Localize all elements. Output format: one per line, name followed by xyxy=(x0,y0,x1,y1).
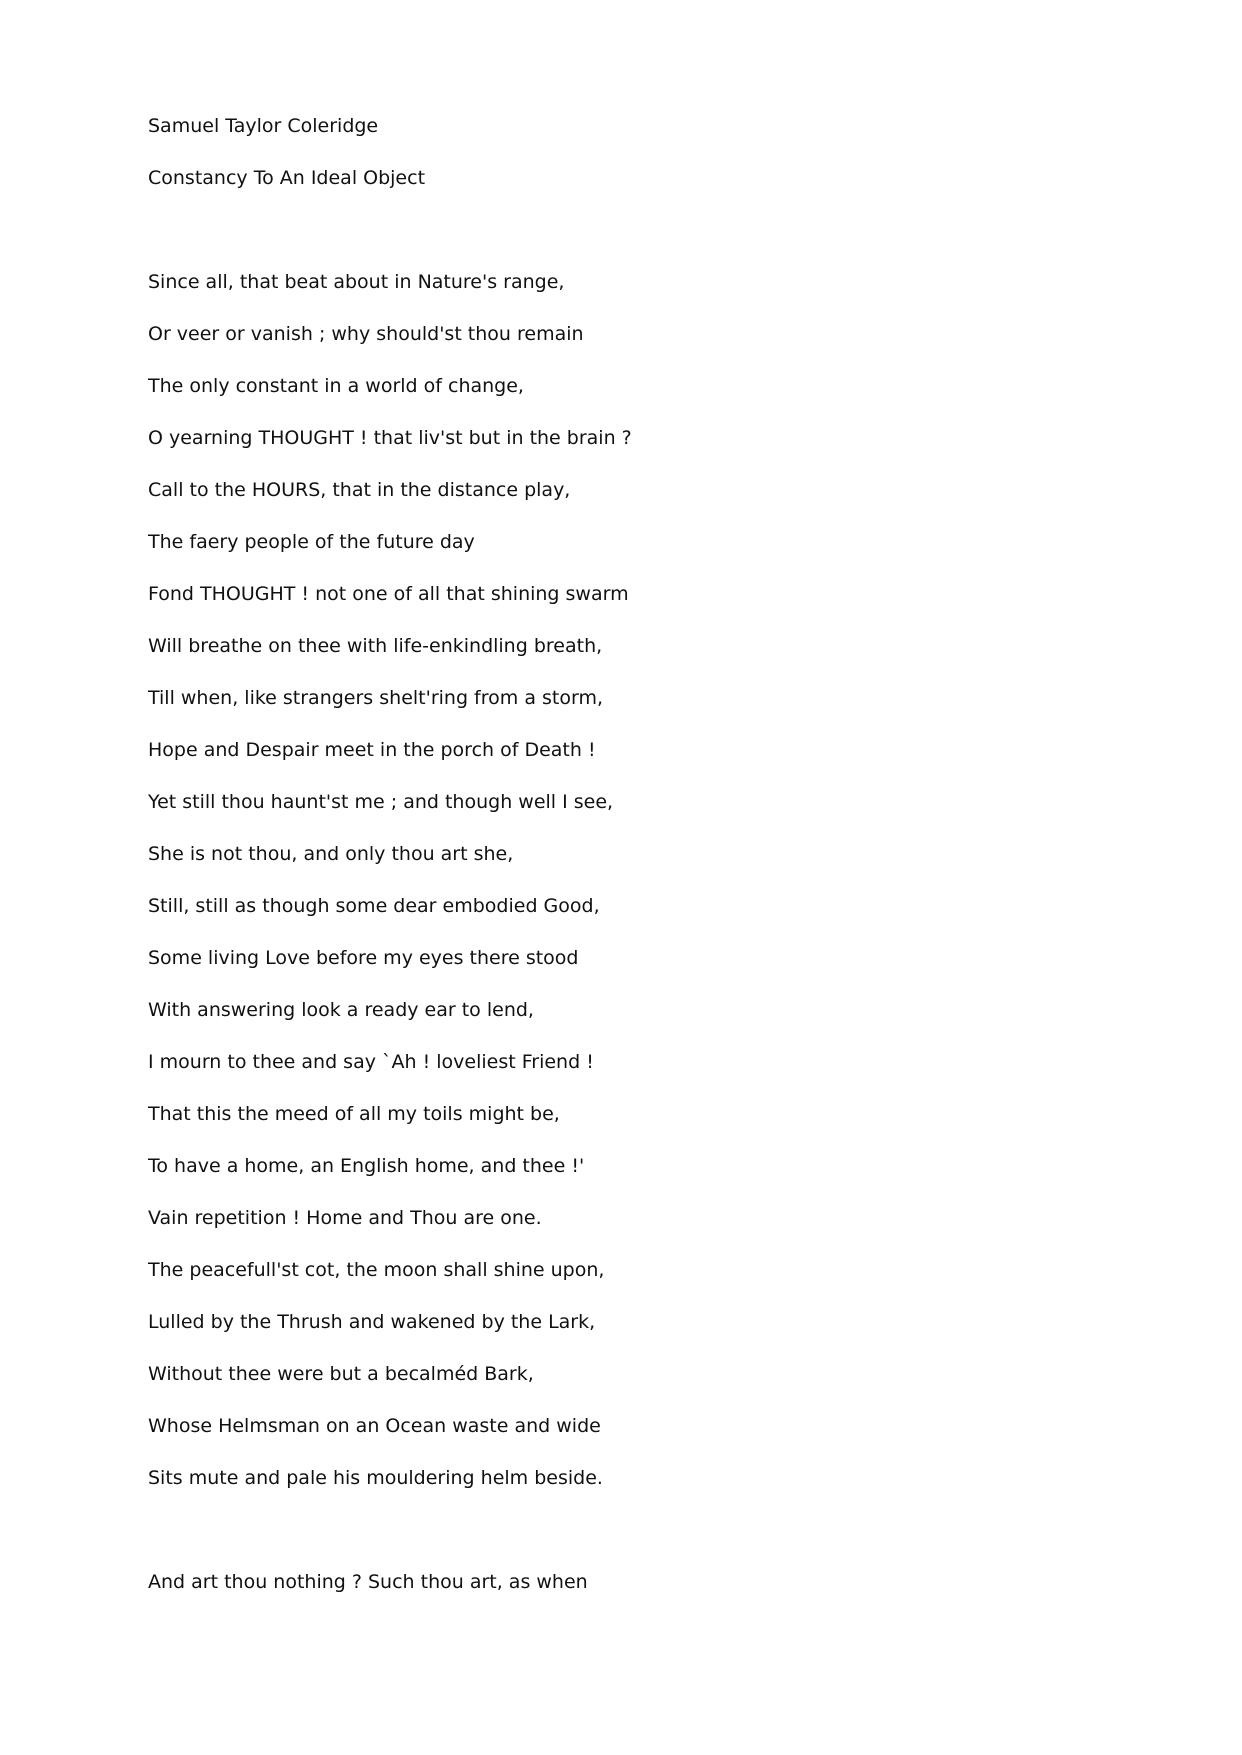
poem-line: With answering look a ready ear to lend, xyxy=(148,999,534,1021)
poem-text xyxy=(148,110,1148,1618)
poem-line: Since all, that beat about in Nature's range, xyxy=(148,271,565,293)
poem-line: Yet still thou haunt'st me ; and though well I see, xyxy=(148,791,614,813)
poem-line: Call to the HOURS, that in the distance play, xyxy=(148,479,571,501)
poem-line: Till when, like strangers shelt'ring from a storm, xyxy=(148,687,603,709)
stanza-2 xyxy=(148,1566,1148,1618)
poem-line: Vain repetition ! Home and Thou are one. xyxy=(148,1207,542,1229)
poem-line: Lulled by the Thrush and wakened by the Lark, xyxy=(148,1311,596,1333)
poem-line: And art thou nothing ? Such thou art, as when xyxy=(148,1571,588,1593)
poem-line: Or veer or vanish ; why should'st thou remain xyxy=(148,323,584,345)
poem-line: The only constant in a world of change, xyxy=(148,375,524,397)
poem-line: Fond THOUGHT ! not one of all that shining swarm xyxy=(148,583,629,605)
poem-title: Constancy To An Ideal Object xyxy=(148,167,426,189)
poem-line: O yearning THOUGHT ! that liv'st but in the brain ? xyxy=(148,427,632,449)
poem-line: She is not thou, and only thou art she, xyxy=(148,843,514,865)
poem-line: Some living Love before my eyes there stood xyxy=(148,947,579,969)
poem-line: To have a home, an English home, and thee !' xyxy=(148,1155,585,1177)
stanza-gap xyxy=(148,214,1148,266)
poem-line: That this the meed of all my toils might be, xyxy=(148,1103,560,1125)
poem-line: The faery people of the future day xyxy=(148,531,475,553)
poem-line: Hope and Despair meet in the porch of Death ! xyxy=(148,739,596,761)
poem-line: Without thee were but a becalméd Bark, xyxy=(148,1363,534,1385)
stanza-gap xyxy=(148,1514,1148,1566)
poem-line: Will breathe on thee with life-enkindling breath, xyxy=(148,635,603,657)
poem-line: Still, still as though some dear embodied Good, xyxy=(148,895,600,917)
poem-line: The peacefull'st cot, the moon shall shine upon, xyxy=(148,1259,605,1281)
stanza-1 xyxy=(148,266,1148,1514)
poem-line: I mourn to thee and say `Ah ! loveliest Friend ! xyxy=(148,1051,594,1073)
poem-line: Whose Helmsman on an Ocean waste and wide xyxy=(148,1415,601,1437)
poem-line: Sits mute and pale his mouldering helm beside. xyxy=(148,1467,603,1489)
author-name: Samuel Taylor Coleridge xyxy=(148,115,379,137)
